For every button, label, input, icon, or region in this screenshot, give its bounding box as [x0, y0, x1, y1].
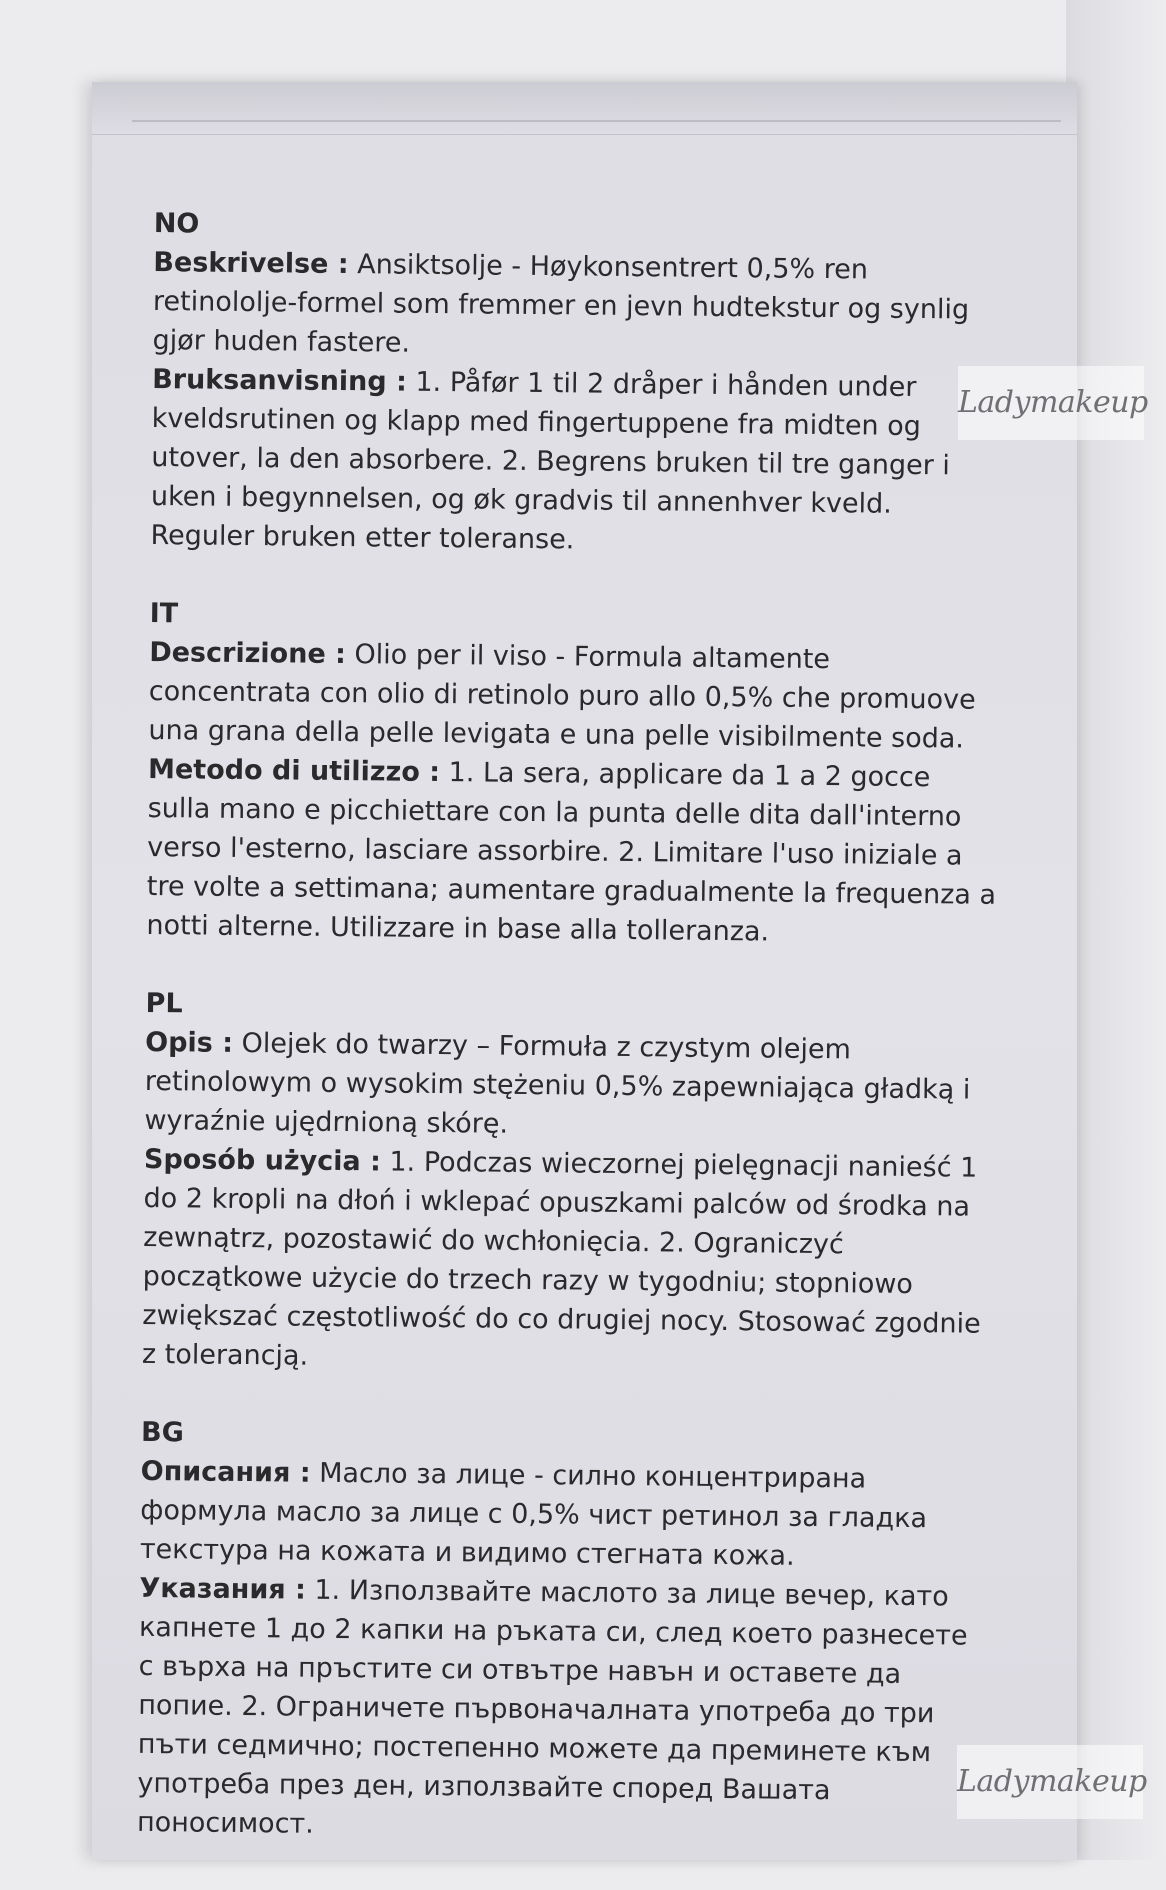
description-label: Opis :	[145, 1026, 234, 1059]
description-label: Beskrivelse :	[153, 246, 349, 281]
background	[1066, 0, 1166, 1860]
watermark: Ladymakeup	[957, 1745, 1143, 1819]
watermark: Ladymakeup	[958, 366, 1144, 440]
description-label: Описания :	[140, 1455, 311, 1489]
description-paragraph	[148, 633, 999, 759]
usage-paragraph	[150, 360, 1002, 564]
language-code: BG	[140, 1416, 185, 1449]
description-text: Olio per il viso - Formula altamente concentrata con olio di retinolo puro allo 0,5% che promuove una grana della pelle levigata e una pelle visibilmente soda.	[148, 639, 976, 755]
section-bg	[137, 1413, 991, 1851]
description-paragraph	[140, 1452, 991, 1578]
description-paragraph	[152, 243, 1003, 369]
usage-text: 1. Podczas wieczornej pielęgnacji nanieść 1 do 2 kropli na dłoń i wklepać opuszkami palców od środka na zewnątrz, pozostawić do wchłonięcia. 2. Ograniczyć początkowe użycie do trzech razy w tygodniu; stopniowo zwiększać częstotliwość do co drugiej nocy. Stosować zgodnie z tolerancją.	[141, 1146, 981, 1372]
usage-paragraph	[137, 1569, 990, 1851]
description-paragraph	[144, 1023, 995, 1149]
usage-label: Metodo di utilizzo :	[147, 753, 441, 789]
description-text: Ansiktsolje - Høykonsentrert 0,5% ren retinololje-formel som fremmer en jevn hudtekstur og synlig gjør huden fastere.	[152, 249, 970, 359]
language-code: NO	[153, 207, 200, 240]
description-text: Масло за лице - силно концентрирана формула масло за лице с 0,5% чист ретинол за гладка текстура на кожата и видимо стегната кожа.	[139, 1457, 928, 1572]
usage-text: 1. La sera, applicare da 1 a 2 gocce sulla mano e picchiettare con la punta delle dita dall'interno verso l'esterno, lasciare assorbire. 2. Limitare l'uso iniziale a tre volte a settimana; aumentare gradualmente la frequenza a notti alterne. Utilizzare in base alla tolleranza.	[146, 757, 997, 948]
label-text-block	[136, 204, 1004, 1890]
language-code: IT	[149, 597, 179, 630]
usage-label: Указания :	[139, 1572, 307, 1606]
usage-paragraph	[142, 1140, 994, 1383]
description-text: Olejek do twarzy – Formuła z czystym olejem retinolowym o wysokim stężeniu 0,5% zapewniająca gładką i wyraźnie ujędrnioną skórę.	[144, 1027, 971, 1140]
language-code: PL	[145, 987, 183, 1020]
box-fold-line	[132, 120, 1061, 122]
section-pl	[142, 984, 996, 1383]
product-box-panel	[92, 82, 1077, 1860]
section-no	[150, 204, 1004, 564]
usage-label: Sposób użycia :	[143, 1143, 382, 1178]
box-top-edge	[92, 82, 1077, 135]
usage-label: Bruksanvisning :	[151, 363, 408, 398]
description-label: Descrizione :	[149, 636, 347, 671]
section-it	[146, 594, 1000, 954]
usage-text: 1. Използвайте маслото за лице вечер, като капнете 1 до 2 капки на ръката си, след което разнесете с върха на пръстите си отвътре навън и оставете да попие. 2. Ограничете първоначалната употреба до три пъти седмично; постепенно можете да преминете към употреба през ден, използвайте според Вашата поносимост.	[136, 1574, 968, 1840]
usage-paragraph	[146, 750, 998, 954]
usage-text: 1. Påfør 1 til 2 dråper i hånden under kveldsrutinen og klapp med fingertuppene fra midten og utover, la den absorbere. 2. Begrens bruken til tre ganger i uken i begynnelsen, og øk gradvis til annenhver kveld. Reguler bruken etter toleranse.	[150, 366, 951, 556]
